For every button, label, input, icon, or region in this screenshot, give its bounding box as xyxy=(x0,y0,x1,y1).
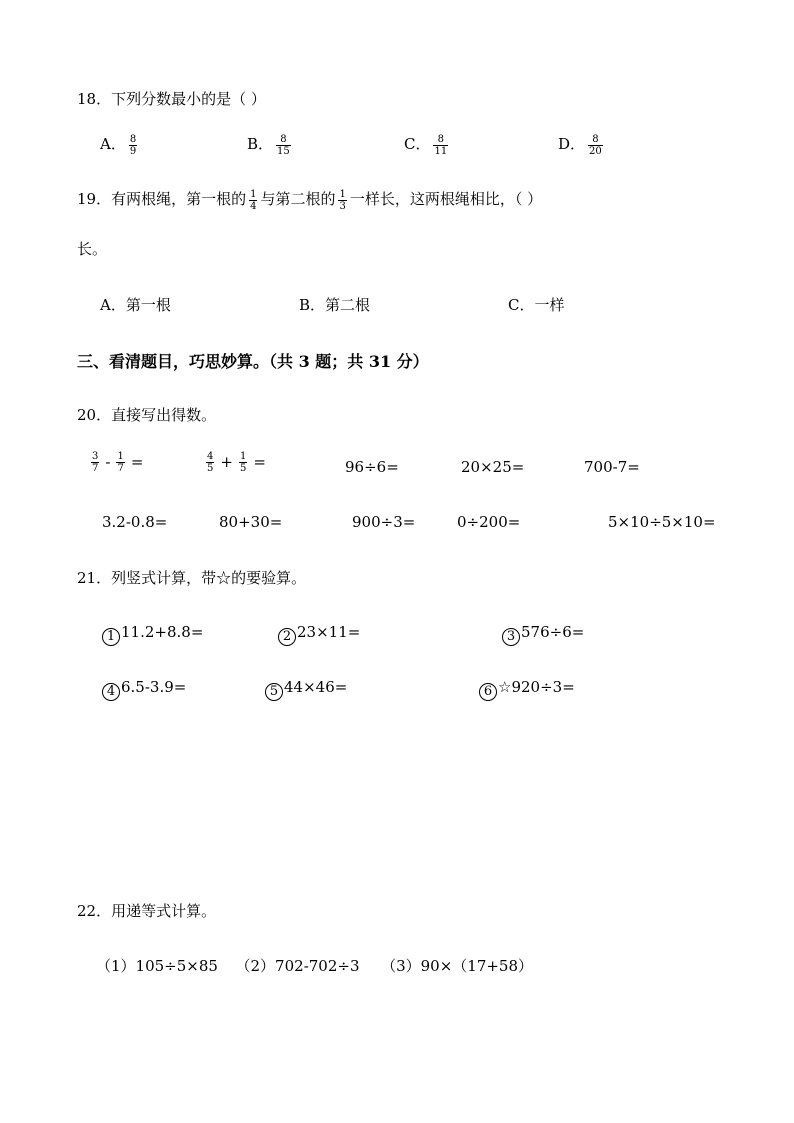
operator: - xyxy=(105,452,111,471)
q20-expr-6: 3.2-0.8= xyxy=(102,513,168,531)
fraction: $\frac{1}{3}$ xyxy=(339,188,346,212)
expression: 11.2+8.8= xyxy=(121,623,204,641)
circled-number: 4 xyxy=(102,683,120,701)
q18-option-a[interactable] xyxy=(100,133,140,157)
q20-expr-1 xyxy=(88,451,146,474)
fraction: $\frac{4}{5}$ xyxy=(207,451,214,474)
fraction: $\frac{8}{11}$ xyxy=(434,133,448,157)
q21-item-1 xyxy=(102,623,203,646)
fraction: $\frac{1}{4}$ xyxy=(250,188,257,212)
q22-item-3: （3）90×（17+58） xyxy=(381,957,534,975)
circled-number: 6 xyxy=(479,683,497,701)
q22-item-1: （1）105÷5×85 xyxy=(96,957,218,975)
q20-expr-5: 700-7= xyxy=(584,458,640,476)
q18-option-d[interactable] xyxy=(558,133,606,157)
section-title: 三、看清题目，巧思妙算。（共 3 题；共 31 分） xyxy=(77,352,429,371)
q20-expr-8: 900÷3= xyxy=(352,513,416,531)
q19-text-part1: 19．有两根绳，第一根的 xyxy=(77,190,247,208)
q19-option-a[interactable]: A．第一根 xyxy=(100,296,171,314)
q21-item-6 xyxy=(479,678,575,701)
fraction: $\frac{8}{15}$ xyxy=(277,133,290,157)
fraction: $\frac{1}{7}$ xyxy=(117,451,124,474)
q19-stem-line2: 长。 xyxy=(77,240,108,258)
q21-item-4 xyxy=(102,678,186,701)
circled-number: 3 xyxy=(502,628,520,646)
operator: + xyxy=(220,452,233,471)
q20-stem: 20．直接写出得数。 xyxy=(77,406,217,424)
q19-text-part3: 一样长，这两根绳相比，（ ） xyxy=(349,190,543,208)
q18-option-c[interactable] xyxy=(404,133,451,157)
option-label: B． xyxy=(247,135,274,153)
q21-item-3 xyxy=(502,623,584,646)
q22-item-2: （2）702-702÷3 xyxy=(235,957,360,975)
equals-sign: = xyxy=(130,452,144,471)
q19-text-part2: 与第二根的 xyxy=(260,190,336,208)
expression: 576÷6= xyxy=(521,623,585,641)
q20-expr-4: 20×25= xyxy=(461,458,525,476)
q21-stem: 21．列竖式计算，带☆的要验算。 xyxy=(77,569,307,587)
q20-expr-2 xyxy=(203,451,269,474)
q21-item-2 xyxy=(278,623,360,646)
q19-option-b[interactable]: B．第二根 xyxy=(299,296,371,314)
q20-expr-7: 80+30= xyxy=(219,513,283,531)
option-label: C． xyxy=(404,135,431,153)
expression: 44×46= xyxy=(284,678,348,696)
option-label: A． xyxy=(100,135,126,153)
expression: 23×11= xyxy=(297,623,361,641)
fraction: $\frac{1}{5}$ xyxy=(239,451,247,474)
circled-number: 1 xyxy=(102,628,120,646)
q20-expr-9: 0÷200= xyxy=(457,513,521,531)
option-label: D． xyxy=(558,135,586,153)
fraction: $\frac{3}{7}$ xyxy=(92,451,99,474)
expression: ☆920÷3= xyxy=(498,678,575,696)
equals-sign: = xyxy=(253,452,266,471)
circled-number: 2 xyxy=(278,628,296,646)
circled-number: 5 xyxy=(265,683,283,701)
q19-option-c[interactable]: C．一样 xyxy=(508,296,565,314)
q19-stem xyxy=(77,188,542,212)
q20-expr-10: 5×10÷5×10= xyxy=(608,513,716,531)
fraction: $\frac{8}{20}$ xyxy=(589,133,602,157)
q18-stem: 18．下列分数最小的是（ ） xyxy=(77,90,266,108)
expression: 6.5-3.9= xyxy=(121,678,187,696)
fraction: $\frac{8}{9}$ xyxy=(129,133,137,157)
q22-items xyxy=(96,955,533,976)
q20-expr-3: 96÷6= xyxy=(345,458,399,476)
q22-stem: 22．用递等式计算。 xyxy=(77,902,217,920)
q18-option-b[interactable] xyxy=(247,133,294,157)
q21-item-5 xyxy=(265,678,347,701)
